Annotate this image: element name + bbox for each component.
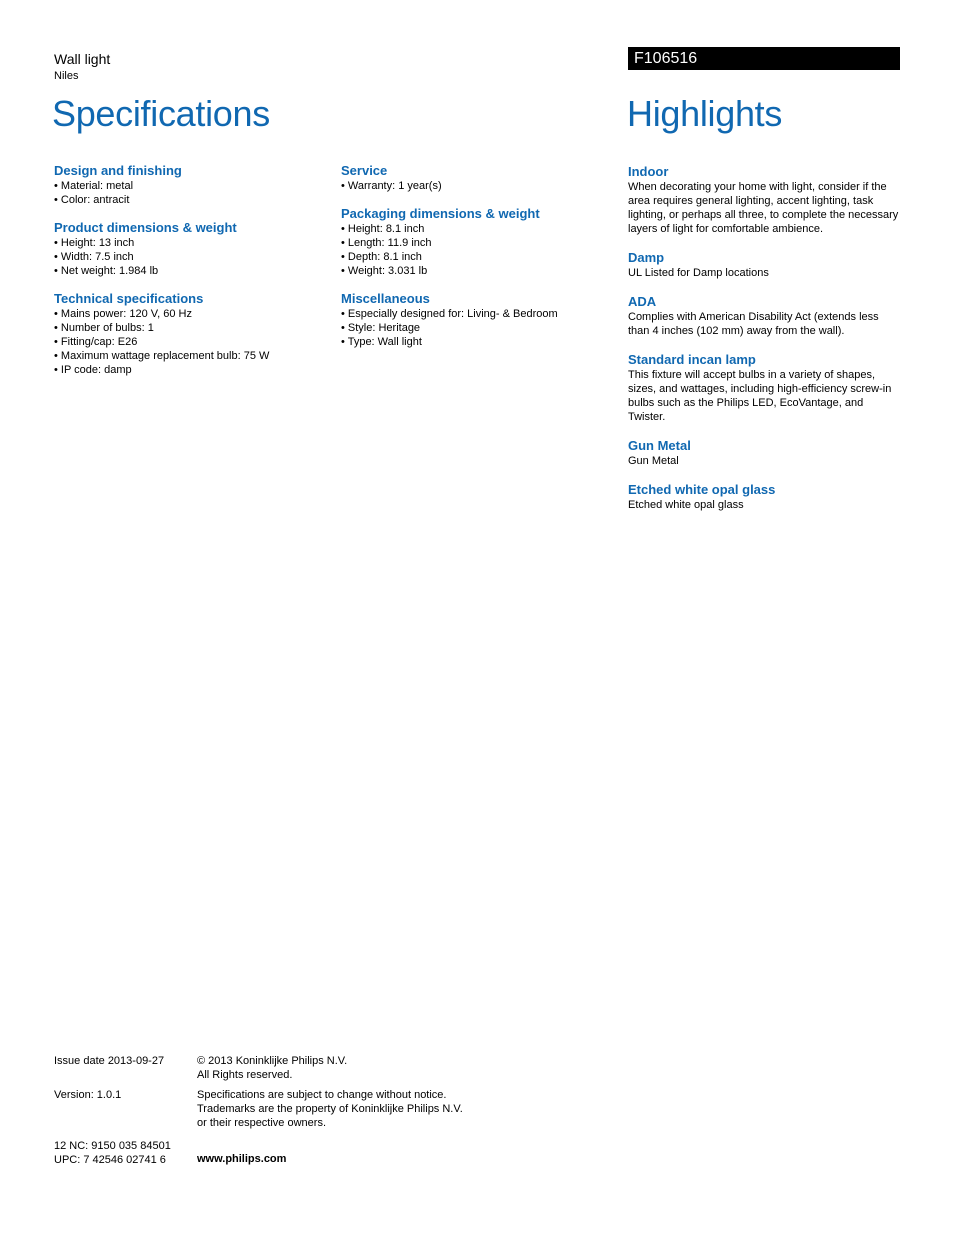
product-codes: [54, 1139, 194, 1167]
spec-item: • Weight: 3.031 lb: [341, 265, 428, 277]
spec-heading: Packaging dimensions & weight: [341, 206, 540, 221]
highlight-body: Gun Metal: [628, 455, 679, 467]
nc-code: 12 NC: 9150 035 84501: [54, 1140, 171, 1152]
highlights-column: [628, 164, 903, 526]
highlight-heading: Standard incan lamp: [628, 352, 756, 367]
spec-heading: Design and finishing: [54, 163, 182, 178]
issue-date: Issue date 2013-09-27: [54, 1055, 165, 1067]
highlight-ada: [628, 294, 903, 338]
spec-item: • Especially designed for: Living- & Bedroom: [341, 308, 558, 320]
spec-heading: Technical specifications: [54, 291, 204, 306]
highlight-heading: Gun Metal: [628, 438, 691, 453]
notice-block: [197, 1088, 497, 1130]
highlight-heading: ADA: [628, 294, 657, 309]
spec-column-2: [341, 163, 611, 362]
spec-item: • Fitting/cap: E26: [54, 336, 138, 348]
product-code-bar: F106516: [628, 47, 900, 70]
spec-item: • Depth: 8.1 inch: [341, 251, 422, 263]
notice-line: or their respective owners.: [197, 1117, 326, 1129]
product-name: Niles: [54, 70, 79, 82]
highlight-etched-glass: [628, 482, 903, 512]
spec-item: • Color: antracit: [54, 194, 130, 206]
version: Version: 1.0.1: [54, 1089, 122, 1101]
spec-item: • Maximum wattage replacement bulb: 75 W: [54, 350, 270, 362]
spec-column-1: [54, 163, 324, 390]
spec-section-packaging: [341, 206, 611, 278]
spec-item: • Width: 7.5 inch: [54, 251, 134, 263]
highlight-body: When decorating your home with light, consider if the area requires general lighting, accent lighting, task lighting, or perhaps all three, to complete the necessary layers of light for comfortable ambience.: [628, 181, 899, 235]
notice-line: Trademarks are the property of Koninklijke Philips N.V.: [197, 1103, 463, 1115]
spec-heading: Product dimensions & weight: [54, 220, 237, 235]
copyright-line: © 2013 Koninklijke Philips N.V.: [197, 1055, 348, 1067]
spec-item: • Mains power: 120 V, 60 Hz: [54, 308, 192, 320]
spec-item: • Type: Wall light: [341, 336, 422, 348]
spec-item: • Number of bulbs: 1: [54, 322, 154, 334]
spec-item: • Style: Heritage: [341, 322, 421, 334]
highlight-body: UL Listed for Damp locations: [628, 267, 769, 279]
specifications-title: Specifications: [52, 93, 270, 134]
spec-item: • Net weight: 1.984 lb: [54, 265, 159, 277]
spec-heading: Miscellaneous: [341, 291, 430, 306]
highlight-body: Etched white opal glass: [628, 499, 744, 511]
spec-heading: Service: [341, 163, 388, 178]
highlight-damp: [628, 250, 903, 280]
spec-section-product-dimensions: [54, 220, 324, 278]
highlight-standard-incan-lamp: [628, 352, 903, 424]
highlight-heading: Indoor: [628, 164, 669, 179]
spec-item: • Material: metal: [54, 180, 134, 192]
highlight-body: This fixture will accept bulbs in a variety of shapes, sizes, and wattages, including high-efficiency screw-in bulbs such as the Philips LED, EcoVantage, and Twister.: [628, 369, 892, 423]
website-link[interactable]: www.philips.com: [197, 1153, 287, 1165]
spec-item: • Height: 13 inch: [54, 237, 135, 249]
rights-line: All Rights reserved.: [197, 1069, 293, 1081]
product-type: Wall light: [54, 51, 111, 67]
highlight-indoor: [628, 164, 903, 236]
highlight-body: Complies with American Disability Act (extends less than 4 inches (102 mm) away from the wall).: [628, 311, 879, 337]
upc-code: UPC: 7 42546 02741 6: [54, 1154, 166, 1166]
spec-section-miscellaneous: [341, 291, 611, 349]
spec-item: • Height: 8.1 inch: [341, 223, 425, 235]
copyright-block: [197, 1054, 497, 1082]
highlight-gun-metal: [628, 438, 903, 468]
highlight-heading: Etched white opal glass: [628, 482, 776, 497]
spec-item: • Warranty: 1 year(s): [341, 180, 442, 192]
spec-section-design: [54, 163, 324, 207]
spec-item: • IP code: damp: [54, 364, 132, 376]
spec-item: • Length: 11.9 inch: [341, 237, 432, 249]
highlights-title: Highlights: [627, 93, 783, 134]
highlight-heading: Damp: [628, 250, 665, 265]
spec-section-technical: [54, 291, 324, 377]
notice-line: Specifications are subject to change without notice.: [197, 1089, 447, 1101]
spec-section-service: [341, 163, 611, 193]
